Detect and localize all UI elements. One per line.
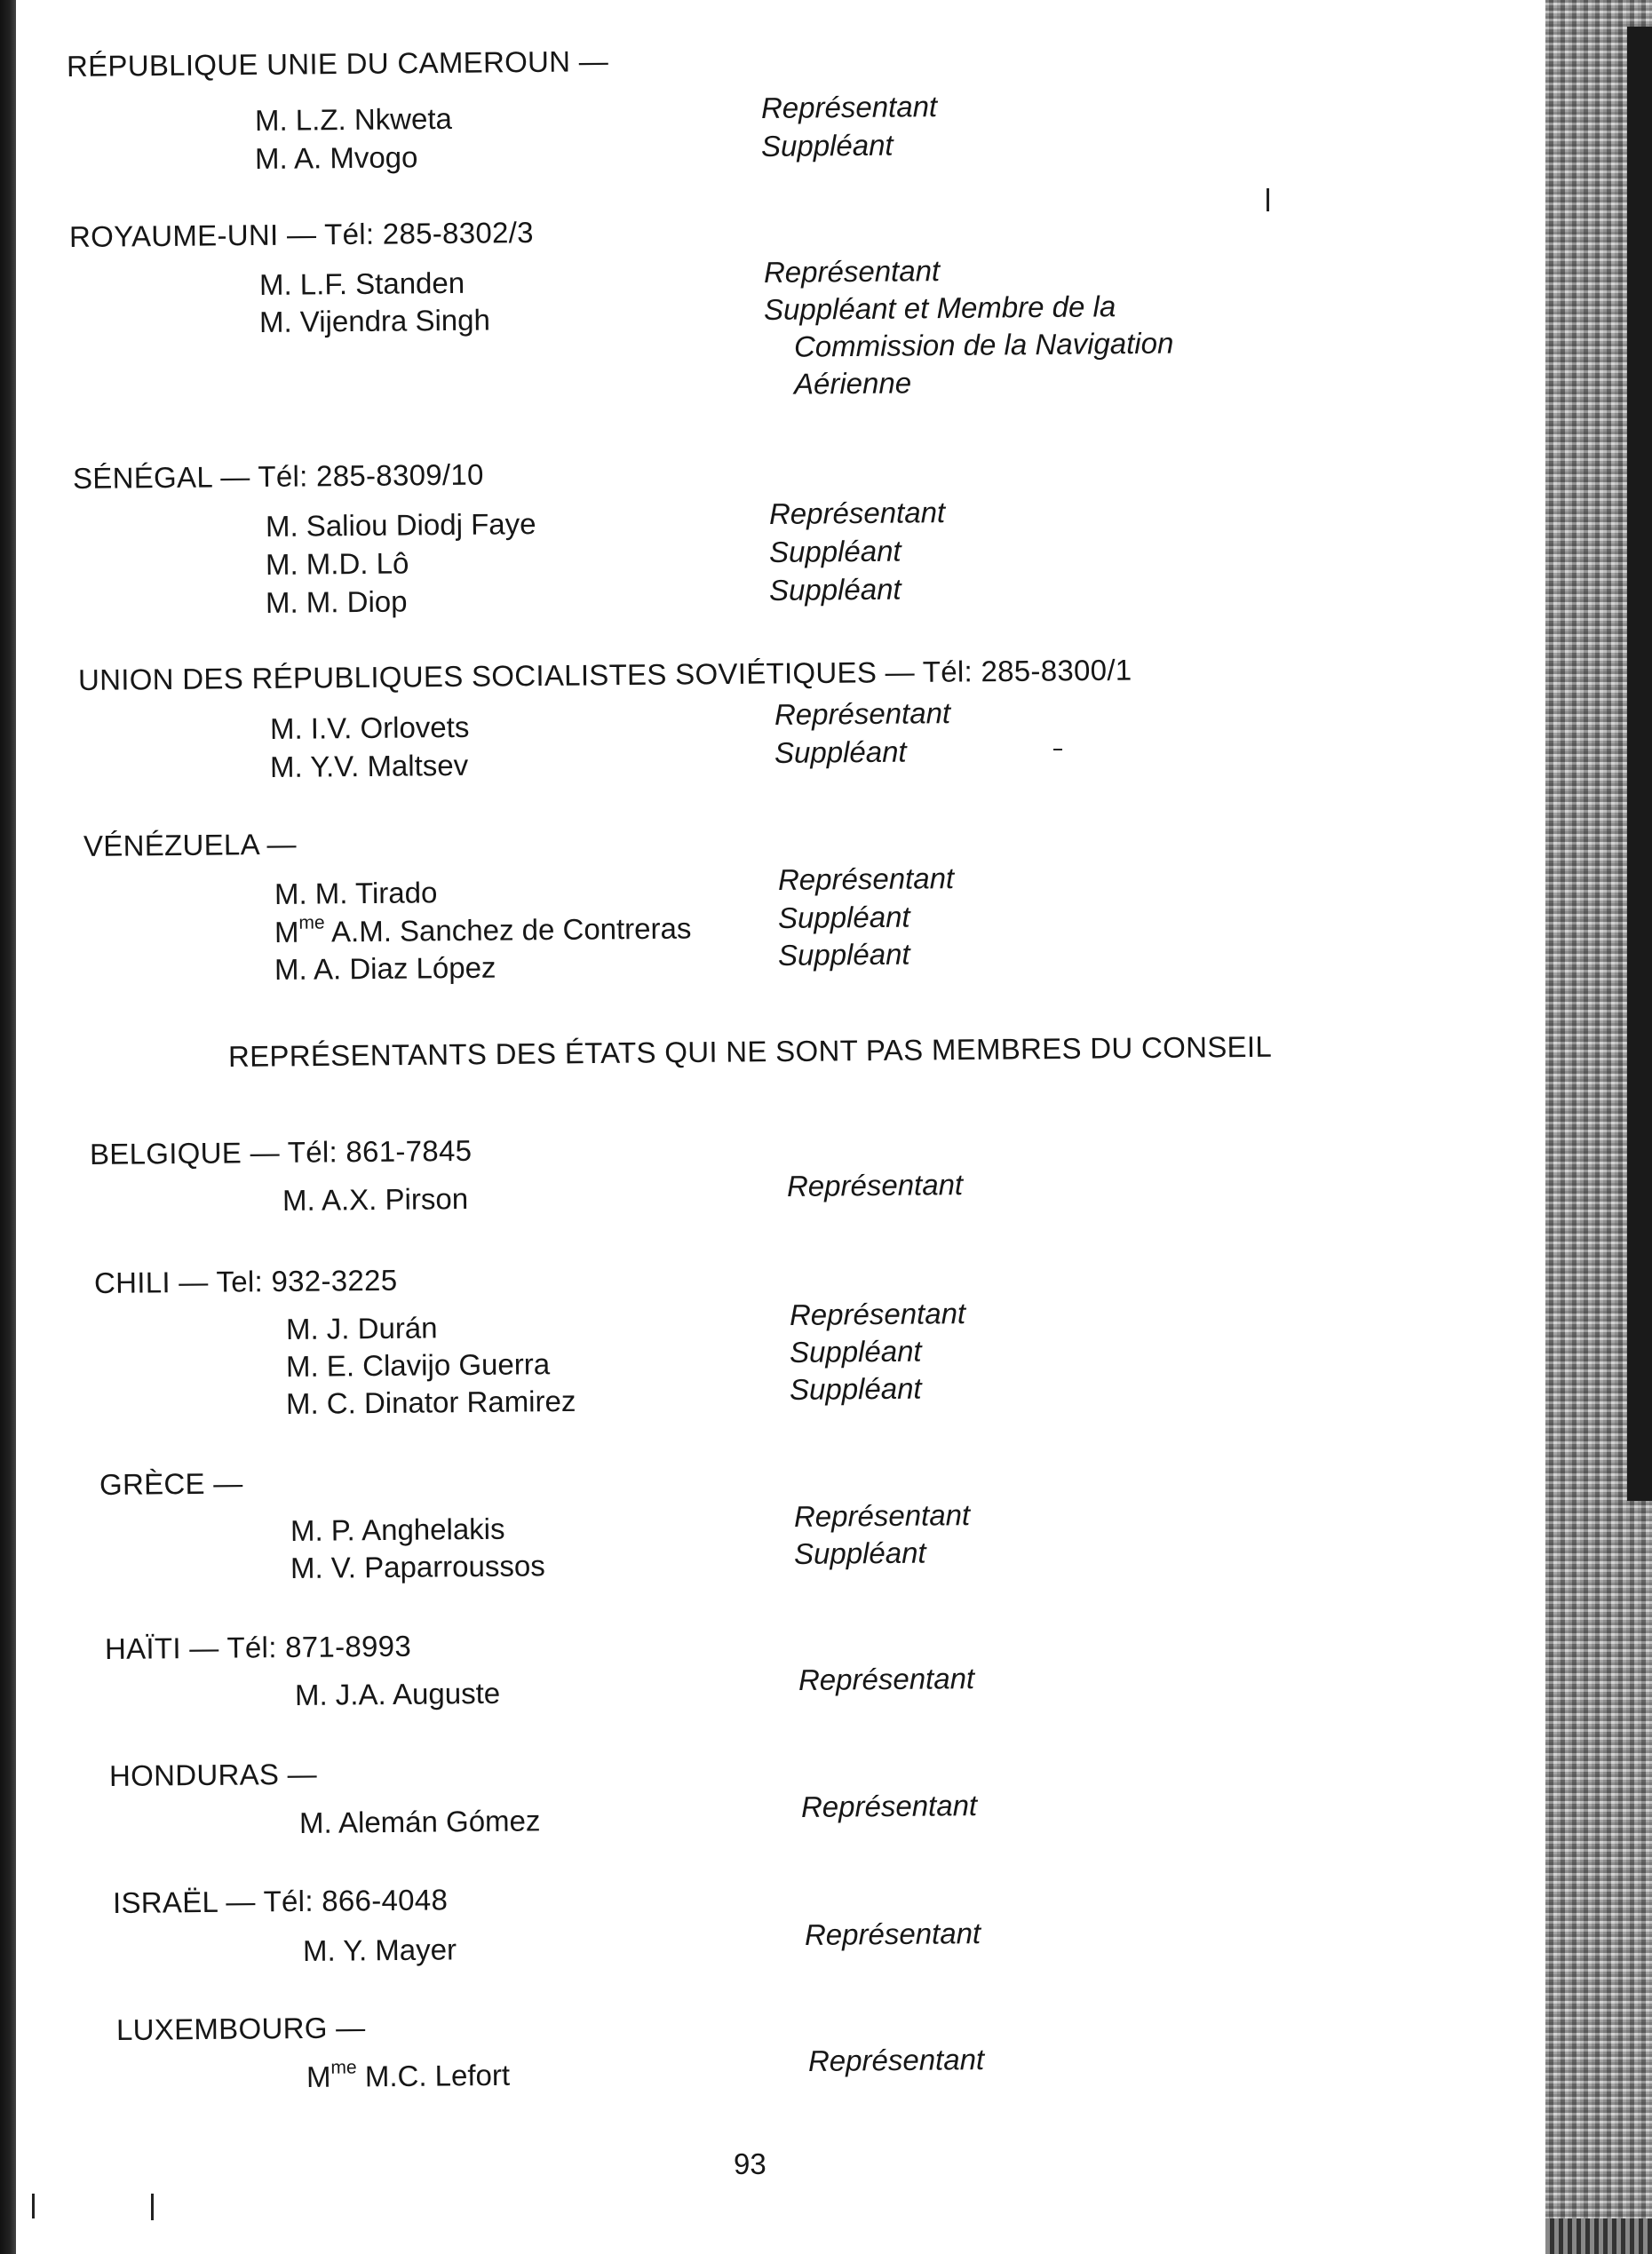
delegate-name: M. L.F. Standen (258, 266, 465, 301)
country-heading-cameroun: RÉPUBLIQUE UNIE DU CAMEROUN — (66, 44, 609, 83)
scan-speck (151, 2194, 154, 2220)
delegate-role-continued: Commission de la Navigation (793, 326, 1174, 363)
delegate-role: Suppléant (777, 900, 910, 934)
country-heading-belgique: BELGIQUE — Tél: 861-7845 (89, 1133, 473, 1171)
delegate-name: M. A. Mvogo (254, 140, 418, 175)
section-heading-non-members: REPRÉSENTANTS DES ÉTATS QUI NE SONT PAS MEMBRES DU CONSEIL (227, 1029, 1273, 1073)
delegate-role: Représentant (777, 861, 955, 896)
country-heading-honduras: HONDURAS — (108, 1757, 318, 1792)
delegate-role: Suppléant (768, 534, 901, 568)
delegate-role: Suppléant (789, 1371, 922, 1406)
delegate-role: Représentant (793, 1498, 971, 1533)
country-heading-senegal: SÉNÉGAL — Tél: 285-8309/10 (72, 457, 484, 495)
delegate-name: M. A. Diaz López (274, 950, 496, 986)
scan-right-shadow (1627, 27, 1652, 1501)
delegate-role: Suppléant (760, 128, 894, 163)
country-heading-venezuela: VÉNÉZUELA — (83, 827, 298, 862)
delegate-role-continued: Aérienne (793, 366, 912, 401)
scan-speck (1053, 749, 1062, 750)
delegate-role: Suppléant (789, 1334, 922, 1369)
delegate-name: M. L.Z. Nkweta (254, 101, 453, 137)
country-heading-urss: UNION DES RÉPUBLIQUES SOCIALISTES SOVIÉTIQUES — Tél: 285-8300/1 (77, 653, 1132, 696)
delegate-title: M (306, 2060, 331, 2093)
delegate-name: M. Saliou Diodj Faye (265, 507, 536, 543)
delegate-title: M (274, 915, 299, 948)
delegate-name: M. I.V. Orlovets (269, 710, 470, 745)
delegate-name: M. C. Dinator Ramirez (285, 1384, 576, 1420)
delegate-name-with-title (274, 911, 692, 949)
delegate-name: M. Vijendra Singh (258, 303, 491, 338)
delegate-name: M. Alemán Gómez (298, 1804, 541, 1839)
country-heading-grece: GRÈCE — (99, 1466, 243, 1501)
delegate-role: Représentant (786, 1168, 964, 1202)
delegate-name-with-title (306, 2059, 510, 2094)
page-number: 93 (734, 2147, 766, 2180)
delegate-role: Représentant (789, 1297, 966, 1331)
delegate-role: Suppléant (777, 937, 910, 972)
delegate-name: M. J.A. Auguste (294, 1676, 501, 1711)
delegate-role: Représentant (798, 1662, 975, 1696)
delegate-role: Suppléant (774, 734, 907, 769)
country-heading-haiti: HAÏTI — Tél: 871-8993 (104, 1629, 412, 1665)
country-heading-royaume-uni: ROYAUME-UNI — Tél: 285-8302/3 (68, 215, 534, 253)
scan-speck (32, 2194, 35, 2218)
delegate-role: Représentant (763, 254, 941, 289)
scan-speck (1267, 188, 1269, 211)
delegate-name: M. J. Durán (285, 1311, 438, 1345)
delegate-role: Représentant (800, 1789, 978, 1823)
delegate-title-superscript: me (330, 2057, 357, 2078)
delegate-role: Suppléant (768, 572, 901, 607)
delegate-name: M. Y.V. Maltsev (269, 748, 469, 783)
delegate-name: M. M. Diop (265, 584, 408, 619)
delegate-name: M. E. Clavijo Guerra (285, 1347, 551, 1383)
scan-left-edge (0, 0, 16, 2254)
delegate-name: M. P. Anghelakis (290, 1512, 505, 1547)
delegate-role: Représentant (804, 1917, 981, 1951)
delegate-name: M. V. Paparroussos (290, 1549, 545, 1584)
delegate-role: Représentant (807, 2043, 985, 2077)
delegate-role: Représentant (768, 496, 946, 530)
delegate-title-superscript: me (298, 912, 325, 933)
delegate-role: Suppléant (793, 1536, 926, 1570)
country-heading-israel: ISRAËL — Tél: 866-4048 (112, 1883, 449, 1919)
delegate-name: M. A.X. Pirson (282, 1181, 469, 1217)
delegate-role: Suppléant et Membre de la (763, 290, 1116, 326)
delegate-name: M. M.D. Lô (265, 546, 409, 581)
delegate-name: M.C. Lefort (364, 2058, 511, 2093)
country-heading-luxembourg: LUXEMBOURG — (115, 2011, 366, 2046)
country-heading-chili: CHILI — Tel: 932-3225 (93, 1263, 398, 1299)
delegate-name: M. M. Tirado (274, 876, 438, 910)
delegate-role: Représentant (760, 90, 938, 124)
delegate-role: Représentant (774, 696, 951, 731)
delegate-name: M. Y. Mayer (302, 1933, 457, 1967)
delegate-name: A.M. Sanchez de Contreras (330, 911, 692, 948)
scan-bottom-edge (1545, 2218, 1652, 2254)
